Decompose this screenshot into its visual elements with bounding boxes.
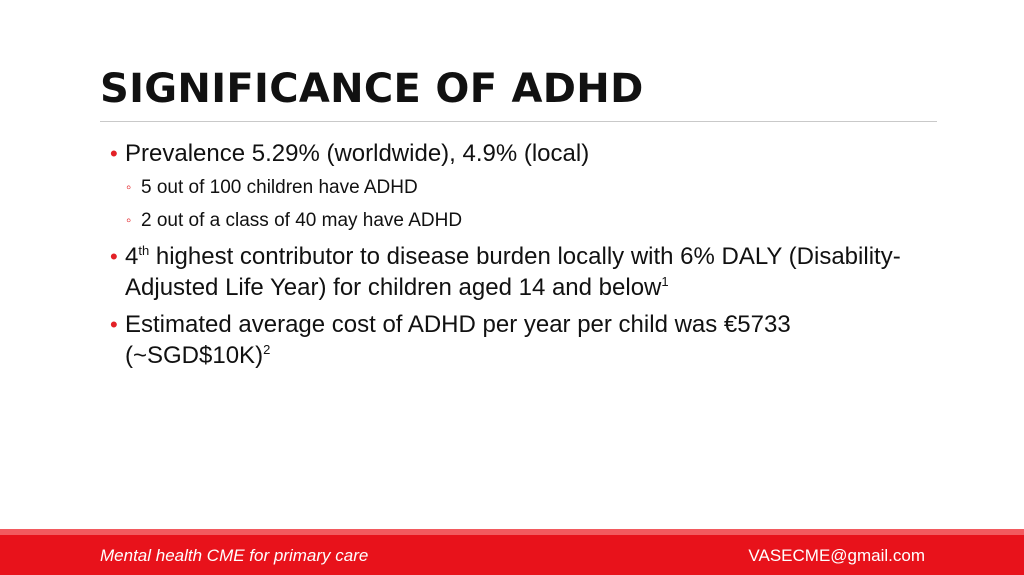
bullet-dot-icon: • — [110, 244, 118, 269]
sub-bullet-text: 5 out of 100 children have ADHD — [141, 177, 418, 198]
slide-title: SIGNIFICANCE OF ADHD — [100, 66, 644, 112]
bullet-disease-burden — [110, 241, 910, 303]
sub-bullet-class — [126, 208, 910, 234]
reference-superscript: 1 — [661, 274, 669, 289]
bullet-list — [110, 138, 910, 377]
sub-bullet-ring-icon: ◦ — [126, 212, 132, 229]
reference-superscript: 2 — [263, 342, 271, 357]
sub-bullet-ring-icon: ◦ — [126, 179, 132, 196]
sub-bullet-children — [126, 175, 910, 201]
title-divider — [100, 121, 937, 122]
bullet-dot-icon: • — [110, 141, 118, 166]
footer-email: VASECME@gmail.com — [748, 546, 925, 565]
bullet-prevalence — [110, 138, 910, 169]
footer-course-title: Mental health CME for primary care — [100, 546, 369, 565]
bullet-text: Estimated average cost of ADHD per year per child was €5733 (~SGD$10K) — [125, 311, 791, 369]
ordinal-superscript: th — [138, 243, 150, 258]
bullet-ordinal: 4 — [125, 243, 139, 270]
sub-bullet-text: 2 out of a class of 40 may have ADHD — [141, 210, 463, 231]
bullet-dot-icon: • — [110, 312, 118, 337]
bullet-text: Prevalence 5.29% (worldwide), 4.9% (local) — [125, 140, 590, 167]
bullet-text: highest contributor to disease burden locally with 6% DALY (Disability-Adjusted Life Year) for children aged 14 and below — [125, 243, 901, 301]
footer-stripe — [0, 529, 1024, 535]
bullet-cost — [110, 309, 910, 371]
